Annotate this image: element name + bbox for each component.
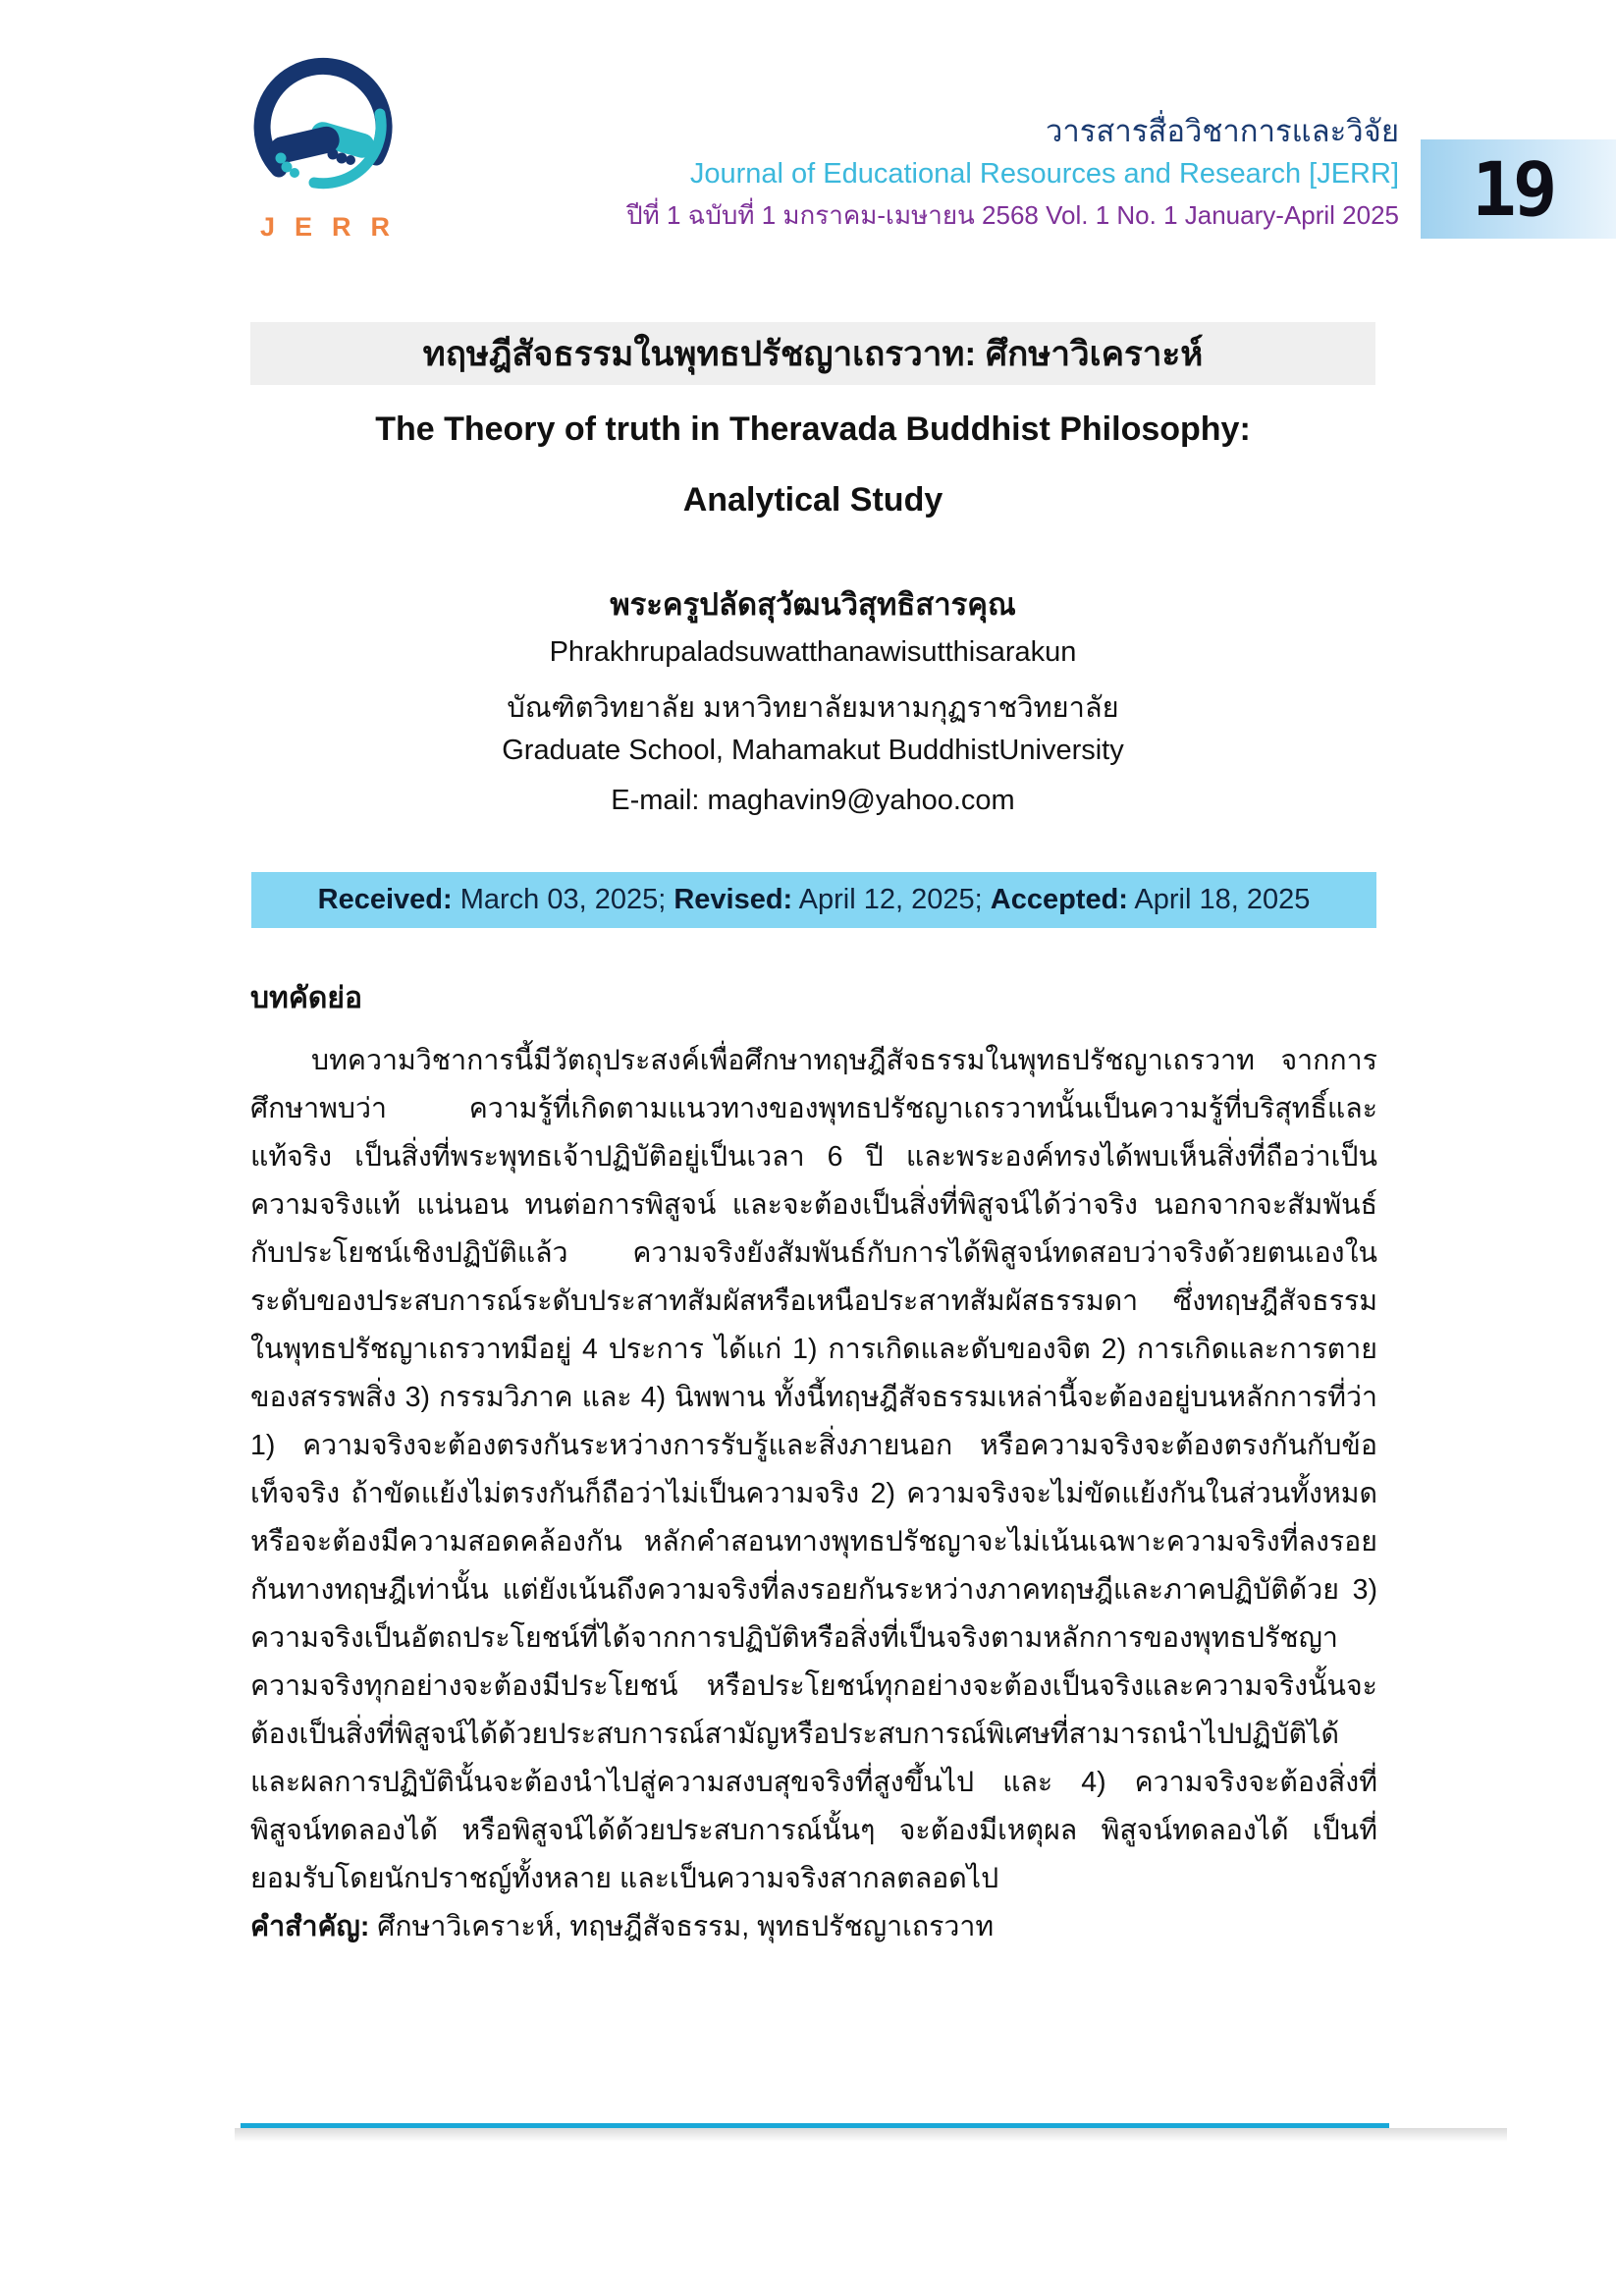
page-number: 19 xyxy=(1472,145,1554,233)
logo-acronym: JERR xyxy=(259,212,410,242)
article-title-english-line1: The Theory of truth in Theravada Buddhist Philosophy: xyxy=(375,410,1251,448)
accepted-date: April 18, 2025 xyxy=(1127,884,1311,915)
affiliation-thai: บัณฑิตวิทยาลัย มหาวิทยาลัยมหามกุฏราชวิทยาลัย xyxy=(507,692,1119,724)
masthead xyxy=(515,116,1399,228)
issue-volume-line: ปีที่ 1 ฉบับที่ 1 มกราคม-เมษายน 2568 Vol. 1 No. 1 January-April 2025 xyxy=(626,200,1399,230)
journal-logo xyxy=(239,43,411,243)
abstract-section xyxy=(250,975,1377,1951)
journal-title-thai: วารสารสื่อวิชาการและวิจัย xyxy=(1045,114,1399,148)
article-title-bar xyxy=(250,322,1375,385)
revised-label: Revised: xyxy=(673,884,793,915)
author-name-thai: พระครูปลัดสุวัฒนวิสุทธิสารคุณ xyxy=(610,587,1016,622)
abstract-heading: บทคัดย่อ xyxy=(250,982,362,1014)
article-title-thai: ทฤษฎีสัจธรรมในพุทธปรัชญาเถรวาท: ศึกษาวิเคราะห์ xyxy=(422,334,1204,373)
keywords-line xyxy=(250,1903,1377,1951)
submission-dates-bar xyxy=(251,872,1376,928)
keywords-label: คำสำคัญ: xyxy=(250,1911,370,1942)
author-name-english: Phrakhrupaladsuwatthanawisutthisarakun xyxy=(549,636,1077,668)
journal-title-english: Journal of Educational Resources and Research [JERR] xyxy=(689,158,1399,190)
accepted-label: Accepted: xyxy=(990,884,1128,915)
handshake-circle-icon xyxy=(241,43,409,210)
article-title-english-line2: Analytical Study xyxy=(682,481,943,519)
affiliation-english: Graduate School, Mahamakut BuddhistUniversity xyxy=(502,735,1124,766)
received-date: March 03, 2025; xyxy=(452,884,674,915)
received-label: Received: xyxy=(317,884,453,915)
abstract-body: บทความวิชาการนี้มีวัตถุประสงค์เพื่อศึกษาทฤษฎีสัจธรรมในพุทธปรัชญาเถรวาท จากการศึกษาพบว่า ความรู้ที่เกิดตามแนวทางของพุทธปรัชญาเถรวาทนั้นเป็นความรู้ที่บริสุทธิ์และแท้จริง เป็นสิ่งที่พระพุทธเจ้าปฏิบัติอยู่เป็นเวลา 6 ปี และพระองค์ทรงได้พบเห็นสิ่งที่ถือว่าเป็นความจริงแท้ แน่นอน ทนต่อการพิสูจน์ และจะต้องเป็นสิ่งที่พิสูจน์ได้ว่าจริง นอกจากจะสัมพันธ์กับประโยชน์เชิงปฏิบัติแล้ว ความจริงยังสัมพันธ์กับการได้พิสูจน์ทดสอบว่าจริงด้วยตนเองในระดับของประสบการณ์ระดับประสาทสัมผัสหรือเหนือประสาทสัมผัสธรรมดา ซึ่งทฤษฎีสัจธรรมในพุทธปรัชญาเถรวาทมีอยู่ 4 ประการ ได้แก่ 1) การเกิดและดับของจิต 2) การเกิดและการตายของสรรพสิ่ง 3) กรรมวิภาค และ 4) นิพพาน ทั้งนี้ทฤษฎีสัจธรรมเหล่านี้จะต้องอยู่บนหลักการที่ว่า 1) ความจริงจะต้องตรงกันระหว่างการรับรู้และสิ่งภายนอก หรือความจริงจะต้องตรงกันกับข้อเท็จจริง ถ้าขัดแย้งไม่ตรงกันก็ถือว่าไม่เป็นความจริง 2) ความจริงจะไม่ขัดแย้งกันในส่วนทั้งหมด หรือจะต้องมีความสอดคล้องกัน หลักคำสอนทางพุทธปรัชญาจะไม่เน้นเฉพาะความจริงที่ลงรอยกันทางทฤษฎีเท่านั้น แต่ยังเน้นถึงความจริงที่ลงรอยกันระหว่างภาคทฤษฎีและภาคปฏิบัติด้วย 3) ความจริงเป็นอัตถประโยชน์ที่ได้จากการปฏิบัติหรือสิ่งที่เป็นจริงตามหลักการของพุทธปรัชญาความจริงทุกอย่างจะต้องมีประโยชน์ หรือประโยชน์ทุกอย่างจะต้องเป็นจริงและความจริงนั้นจะต้องเป็นสิ่งที่พิสูจน์ได้ด้วยประสบการณ์สามัญหรือประสบการณ์พิเศษที่สามารถนำไปปฏิบัติได้และผลการปฏิบัตินั้นจะต้องนำไปสู่ความสงบสุขจริงที่สูงขึ้นไป และ 4) ความจริงจะต้องสิ่งที่พิสูจน์ทดลองได้ หรือพิสูจน์ได้ด้วยประสบการณ์นั้นๆ จะต้องมีเหตุผล พิสูจน์ทดลองได้ เป็นที่ยอมรับโดยนักปราชญ์ทั้งหลาย และเป็นความจริงสากลตลอดไป xyxy=(250,1045,1377,1894)
author-email: E-mail: maghavin9@yahoo.com xyxy=(611,785,1015,816)
revised-date: April 12, 2025; xyxy=(792,884,991,915)
page-number-badge xyxy=(1421,139,1616,239)
keywords-value: ศึกษาวิเคราะห์, ทฤษฎีสัจธรรม, พุทธปรัชญาเถรวาท xyxy=(369,1911,995,1942)
footer-divider xyxy=(241,2123,1389,2128)
